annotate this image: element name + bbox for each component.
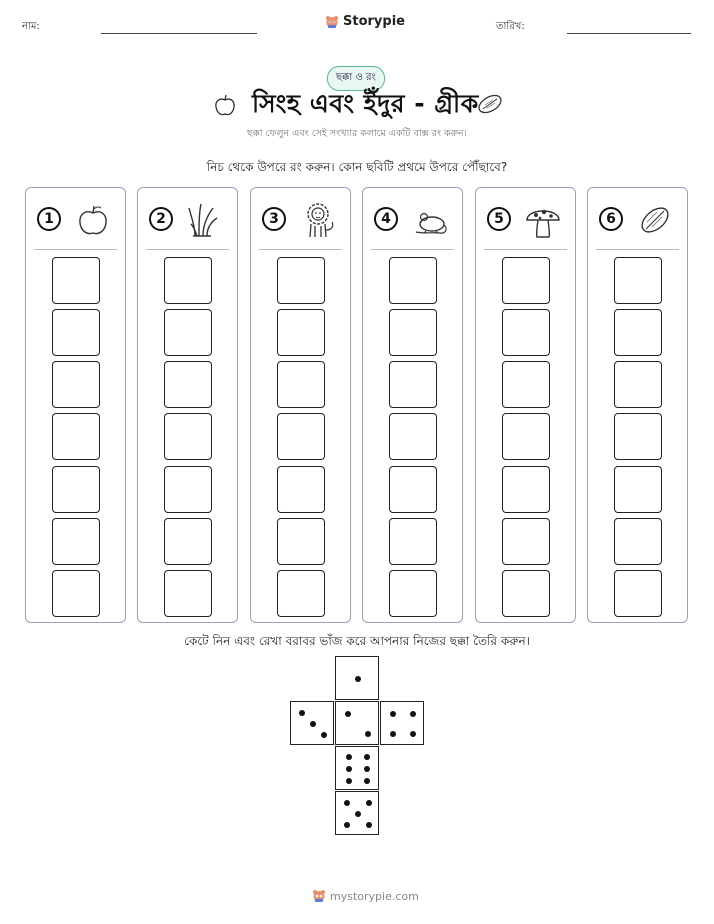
die-pip (410, 731, 416, 737)
die-face-5 (335, 791, 379, 835)
color-box[interactable] (614, 361, 662, 408)
color-box[interactable] (502, 518, 550, 565)
mouse-icon (410, 200, 450, 240)
mascot-icon (312, 889, 326, 903)
die-face-3 (290, 701, 334, 745)
die-pip (344, 800, 350, 806)
die-pip (410, 711, 416, 717)
seed-icon (635, 200, 675, 240)
color-box[interactable] (164, 361, 212, 408)
die-pip (346, 754, 352, 760)
die-face-1 (335, 656, 379, 700)
color-box[interactable] (277, 518, 325, 565)
color-box[interactable] (52, 518, 100, 565)
mode-badge: ছক্কা ও রং (327, 66, 385, 91)
grass-icon (185, 200, 225, 240)
color-box[interactable] (164, 570, 212, 617)
column-number: 5 (487, 207, 511, 231)
brand-name: Storypie (343, 14, 405, 29)
die-face-2 (335, 701, 379, 745)
column-divider (484, 249, 567, 250)
die-pip (321, 732, 327, 738)
color-box[interactable] (277, 570, 325, 617)
color-box[interactable] (502, 309, 550, 356)
color-box[interactable] (502, 257, 550, 304)
color-box[interactable] (52, 570, 100, 617)
die-pip (310, 721, 316, 727)
column-6 (587, 187, 688, 623)
color-box[interactable] (389, 413, 437, 460)
brand-logo (325, 14, 405, 29)
die-pip (390, 711, 396, 717)
color-box[interactable] (164, 413, 212, 460)
color-box[interactable] (164, 309, 212, 356)
die-pip (355, 811, 361, 817)
die-pip (345, 711, 351, 717)
die-pip (364, 778, 370, 784)
color-box[interactable] (164, 518, 212, 565)
cut-instruction: কেটে নিন এবং রেখা বরাবর ভাঁজ করে আপনার নিজের ছক্কা তৈরি করুন। (184, 634, 530, 648)
column-divider (34, 249, 117, 250)
color-box[interactable] (614, 466, 662, 513)
color-box[interactable] (277, 361, 325, 408)
color-box[interactable] (389, 570, 437, 617)
column-1 (25, 187, 126, 623)
color-box[interactable] (164, 466, 212, 513)
column-number: 6 (599, 207, 623, 231)
color-box[interactable] (52, 413, 100, 460)
column-divider (146, 249, 229, 250)
page-title: সিংহ এবং ইঁদুর - গ্রীক (252, 89, 479, 118)
date-line[interactable] (567, 33, 691, 34)
column-number: 2 (149, 207, 173, 231)
color-box[interactable] (389, 309, 437, 356)
color-box[interactable] (389, 466, 437, 513)
die-pip (346, 778, 352, 784)
color-box[interactable] (502, 413, 550, 460)
mushroom-icon (523, 200, 563, 240)
seed-icon (476, 92, 504, 116)
die-pip (366, 822, 372, 828)
column-divider (596, 249, 679, 250)
name-line[interactable] (101, 33, 257, 34)
color-box[interactable] (277, 413, 325, 460)
color-box[interactable] (502, 466, 550, 513)
die-pip (364, 754, 370, 760)
color-box[interactable] (502, 361, 550, 408)
color-box[interactable] (502, 570, 550, 617)
color-box[interactable] (164, 257, 212, 304)
color-box[interactable] (614, 413, 662, 460)
apple-icon (212, 92, 238, 118)
column-number: 4 (374, 207, 398, 231)
mascot-icon (325, 15, 339, 29)
die-pip (364, 766, 370, 772)
question: নিচ থেকে উপরে রং করুন। কোন ছবিটি প্রথমে উপরে পৌঁছাবে? (206, 160, 508, 174)
apple-icon (73, 200, 113, 240)
color-box[interactable] (277, 309, 325, 356)
color-box[interactable] (52, 466, 100, 513)
color-box[interactable] (52, 361, 100, 408)
die-face-4 (380, 701, 424, 745)
column-2 (137, 187, 238, 623)
subtitle: ছক্কা ফেলুন এবং সেই সংখ্যার কলামে একটি বাক্স রং করুন। (247, 128, 467, 139)
color-box[interactable] (52, 309, 100, 356)
column-divider (371, 249, 454, 250)
die-face-6 (335, 746, 379, 790)
die-pip (365, 731, 371, 737)
die-pip (355, 676, 361, 682)
die-pip (390, 731, 396, 737)
die-pip (299, 710, 305, 716)
color-box[interactable] (389, 257, 437, 304)
lion-icon (298, 200, 338, 240)
column-number: 1 (37, 207, 61, 231)
color-box[interactable] (277, 257, 325, 304)
column-3 (250, 187, 351, 623)
footer (312, 889, 419, 903)
die-pip (346, 766, 352, 772)
column-5 (475, 187, 576, 623)
column-number: 3 (262, 207, 286, 231)
footer-url[interactable]: mystorypie.com (330, 889, 419, 903)
color-box[interactable] (614, 257, 662, 304)
name-label: নাম: (22, 21, 40, 32)
color-box[interactable] (52, 257, 100, 304)
color-box[interactable] (614, 309, 662, 356)
date-label: তারিখ: (496, 21, 525, 32)
color-box[interactable] (277, 466, 325, 513)
die-pip (366, 800, 372, 806)
color-box[interactable] (614, 518, 662, 565)
color-box[interactable] (389, 361, 437, 408)
color-box[interactable] (389, 518, 437, 565)
die-pip (344, 822, 350, 828)
column-divider (259, 249, 342, 250)
color-box[interactable] (614, 570, 662, 617)
column-4 (362, 187, 463, 623)
